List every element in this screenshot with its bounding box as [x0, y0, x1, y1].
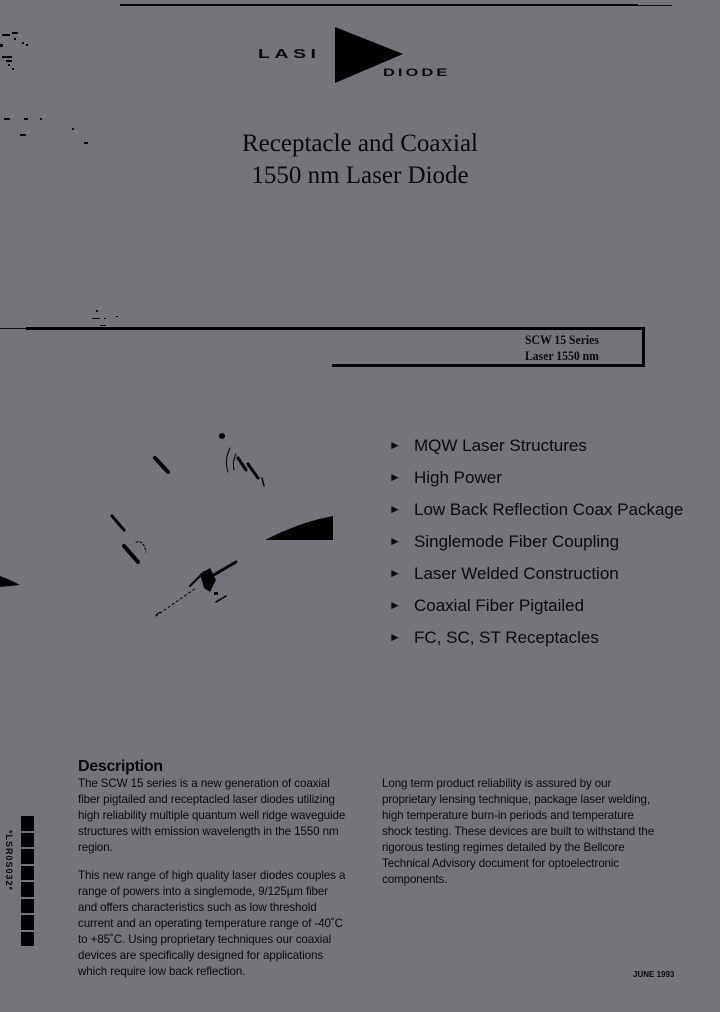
- series-box-right-border: [642, 327, 645, 365]
- feature-item: [389, 531, 709, 552]
- feature-label: MQW Laser Structures: [414, 436, 587, 455]
- scan-noise-mid: [90, 308, 150, 328]
- product-photo: [0, 420, 360, 640]
- bullet-arrow-icon: ►: [389, 630, 401, 644]
- bullet-arrow-icon: ►: [389, 438, 401, 452]
- feature-label: Coaxial Fiber Pigtailed: [414, 596, 585, 615]
- feature-item: [389, 499, 709, 520]
- barcode: [21, 816, 34, 946]
- logo-word-laser: LASI: [258, 46, 321, 61]
- title-line-2: 1550 nm Laser Diode: [251, 162, 469, 189]
- feature-item: [389, 435, 709, 456]
- bullet-arrow-icon: ►: [389, 534, 401, 548]
- series-box-bottom-border: [332, 364, 645, 367]
- feature-label: Low Back Reflection Coax Package: [414, 500, 684, 519]
- bullet-arrow-icon: ►: [389, 470, 401, 484]
- page-title: [0, 128, 720, 192]
- feature-label: Singlemode Fiber Coupling: [414, 532, 620, 551]
- series-label: [525, 332, 599, 364]
- section-rule: [26, 327, 645, 330]
- bullet-arrow-icon: ►: [389, 566, 401, 580]
- description-paragraph-3: Long term product reliability is assured by our proprietary lensing technique, package laser welding, high temperature burn-in periods and temperature shock testing. These devices are built to withstand the rigorous testing regimes detailed by the Bellcore Technical Advisory document for optoelectronic components.: [382, 777, 655, 886]
- bullet-arrow-icon: ►: [389, 502, 401, 516]
- logo-word-diode: DIODE: [383, 67, 451, 79]
- description-paragraph-2: This new range of high quality laser diodes couples a range of powers into a singlemode, 9/125µm fiber and offers characteristics such as low threshold current and an operating temperature range of -40˚C to +85˚C. Using proprietary techniques our coaxial devices are specifically designed for applications which require low back reflection.: [78, 869, 346, 978]
- barcode-text: *LSR0S032*: [4, 830, 14, 892]
- section-rule-left: [0, 328, 26, 329]
- feature-item: [389, 563, 709, 584]
- feature-item: [389, 595, 709, 616]
- series-wavelength: Laser 1550 nm: [525, 348, 599, 363]
- description-heading: Description: [78, 758, 163, 775]
- feature-label: Laser Welded Construction: [414, 564, 619, 583]
- series-name: SCW 15 Series: [525, 332, 599, 347]
- top-rule-tail: [638, 5, 672, 6]
- laser-diode-image: [0, 420, 360, 640]
- title-line-1: Receptacle and Coaxial: [242, 130, 478, 157]
- top-rule: [120, 4, 638, 6]
- feature-item: [389, 467, 709, 488]
- feature-label: High Power: [414, 468, 502, 487]
- bullet-arrow-icon: ►: [389, 598, 401, 612]
- description-paragraph-1: The SCW 15 series is a new generation of coaxial fiber pigtailed and receptacled laser diodes utilizing high reliability multiple quantum well ridge waveguide structures with emission wavelength in the 1550 nm region.: [78, 777, 346, 854]
- feature-list: [389, 435, 709, 659]
- feature-item: [389, 627, 709, 648]
- feature-label: FC, SC, ST Receptacles: [414, 628, 599, 647]
- company-logo: [255, 25, 460, 85]
- publication-date: JUNE 1993: [633, 970, 675, 979]
